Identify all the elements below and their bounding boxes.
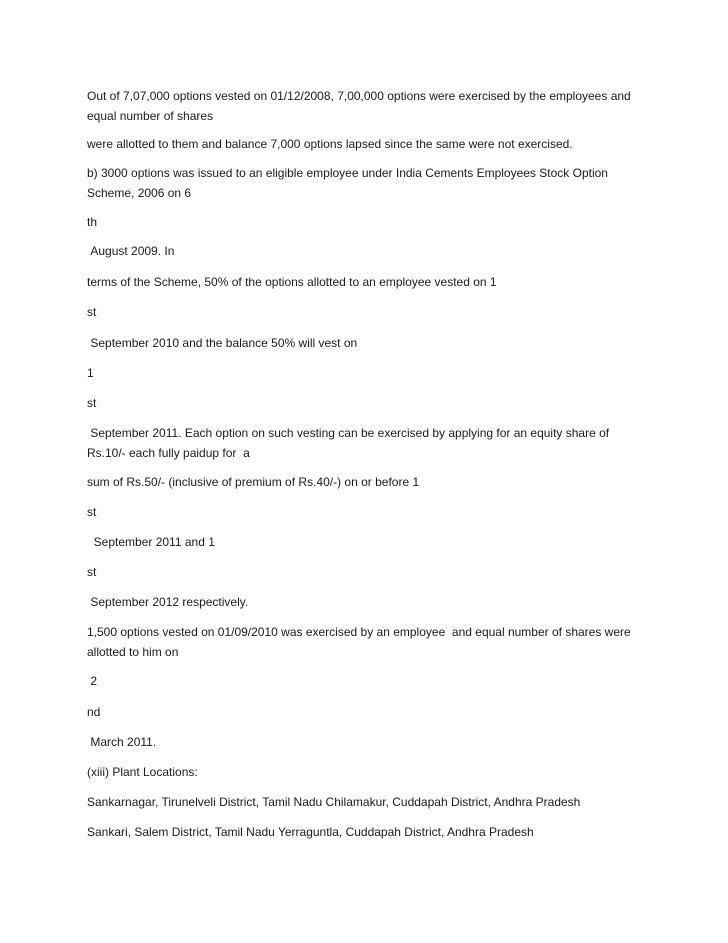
paragraph-fragment: st: [87, 305, 97, 319]
paragraph-fragment: September 2011 and 1: [87, 535, 215, 549]
paragraph-exercise-price: sum of Rs.50/- (inclusive of premium of Rs.40/-) on or before 1: [87, 475, 420, 489]
paragraph-options-exercised-2010: 1,500 options vested on 01/09/2010 was exercised by an employee and equal number of shares were allotted to him on: [87, 625, 635, 659]
paragraph-fragment: st: [87, 396, 97, 410]
paragraph-vesting-2011: September 2011. Each option on such vesting can be exercised by applying for an equity share of Rs.10/- each fully paidup for a: [87, 426, 613, 460]
paragraph-fragment: nd: [87, 705, 101, 719]
paragraph-fragment: 2: [87, 674, 98, 688]
paragraph-fragment: August 2009. In: [87, 244, 175, 258]
paragraph-plant-location-2: Sankari, Salem District, Tamil Nadu Yerraguntla, Cuddapah District, Andhra Pradesh: [87, 825, 534, 839]
paragraph-fragment: st: [87, 565, 97, 579]
section-heading-plant-locations: (xiii) Plant Locations:: [87, 765, 198, 779]
paragraph-fragment: st: [87, 505, 97, 519]
paragraph-fragment: th: [87, 215, 98, 229]
paragraph-options-lapsed: were allotted to them and balance 7,000 options lapsed since the same were not exercised.: [87, 137, 573, 151]
paragraph-fragment: March 2011.: [87, 735, 157, 749]
paragraph-scheme-terms: terms of the Scheme, 50% of the options allotted to an employee vested on 1: [87, 275, 497, 289]
paragraph-options-issued-2009: b) 3000 options was issued to an eligible employee under India Cements Employees Stock Option Scheme, 2006 on 6: [87, 166, 612, 200]
paragraph-plant-location-1: Sankarnagar, Tirunelveli District, Tamil Nadu Chilamakur, Cuddapah District, Andhra Pradesh: [87, 795, 581, 809]
paragraph-fragment: 1: [87, 366, 94, 380]
paragraph-fragment: September 2012 respectively.: [87, 595, 249, 609]
paragraph-options-vested-2008: Out of 7,07,000 options vested on 01/12/2008, 7,00,000 options were exercised by the employees and equal number of shares: [87, 89, 635, 123]
paragraph-vesting-2010: September 2010 and the balance 50% will vest on: [87, 336, 358, 350]
